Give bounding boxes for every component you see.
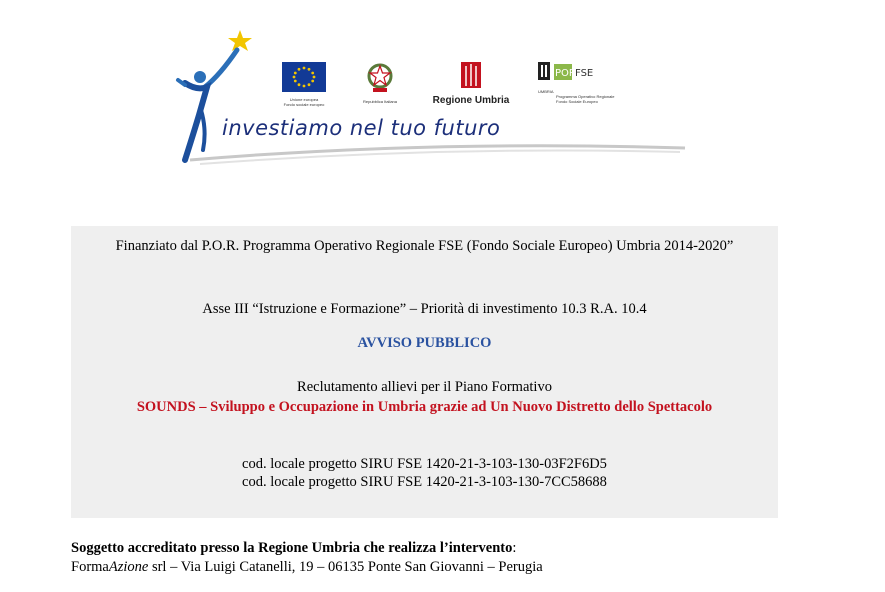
asse-text: Asse III “Istruzione e Formazione” – Priorità di investimento 10.3 R.A. 10.4 bbox=[202, 301, 647, 317]
footer-org-line bbox=[71, 558, 543, 577]
por-fse-icon bbox=[538, 62, 616, 84]
italian-emblem-icon bbox=[365, 62, 395, 94]
por-caption-2: Fondo Sociale Europeo bbox=[556, 99, 598, 104]
por-fse-logo bbox=[538, 62, 618, 104]
slogan: investiamo nel tuo futuro bbox=[222, 116, 501, 140]
italian-republic-logo bbox=[360, 62, 400, 104]
umbria-title: Regione Umbria bbox=[432, 95, 510, 106]
svg-text:FSE: FSE bbox=[575, 68, 594, 79]
org-prefix: Forma bbox=[71, 559, 109, 575]
footer bbox=[71, 539, 543, 577]
footer-label: Soggetto accreditato presso la Regione Umbria che realizza l’intervento bbox=[71, 540, 513, 556]
notice-panel bbox=[71, 226, 778, 518]
footer-label-suffix: : bbox=[512, 540, 517, 556]
logos-row bbox=[280, 62, 630, 107]
eu-flag-logo bbox=[280, 62, 328, 107]
eu-caption-2: Fondo sociale europeo bbox=[283, 102, 325, 107]
regione-umbria-logo bbox=[428, 62, 514, 106]
project-code-1: cod. locale progetto SIRU FSE 1420-21-3-103-130-03F2F6D5 bbox=[242, 456, 607, 472]
italy-caption: Repubblica Italiana bbox=[362, 99, 398, 104]
footer-label-line bbox=[71, 539, 543, 558]
por-wordmark: POR bbox=[555, 68, 576, 79]
por-caption-1: Programma Operativo Regionale bbox=[556, 94, 615, 99]
avviso-heading: AVVISO PUBBLICO bbox=[357, 335, 492, 351]
project-title: SOUNDS – Sviluppo e Occupazione in Umbria grazie ad Un Nuovo Distretto dello Spettacolo bbox=[136, 399, 713, 415]
org-rest: srl – Via Luigi Catanelli, 19 – 06135 Ponte San Giovanni – Perugia bbox=[148, 559, 543, 575]
project-code-2: cod. locale progetto SIRU FSE 1420-21-3-103-130-7CC58688 bbox=[242, 474, 607, 490]
org-italic: Azione bbox=[108, 559, 149, 575]
swoosh-icon bbox=[180, 138, 690, 168]
eu-flag-icon bbox=[282, 62, 326, 92]
umbria-emblem-icon bbox=[459, 62, 483, 90]
por-caption-0: UMBRIA bbox=[538, 89, 554, 94]
eu-caption-1: Unione europea bbox=[289, 97, 319, 102]
funded-by-text: Finanziato dal P.O.R. Programma Operativo Regionale FSE (Fondo Sociale Europeo) Umbria 2014-2020” bbox=[115, 238, 734, 254]
recruitment-text: Reclutamento allievi per il Piano Formativo bbox=[297, 379, 552, 395]
